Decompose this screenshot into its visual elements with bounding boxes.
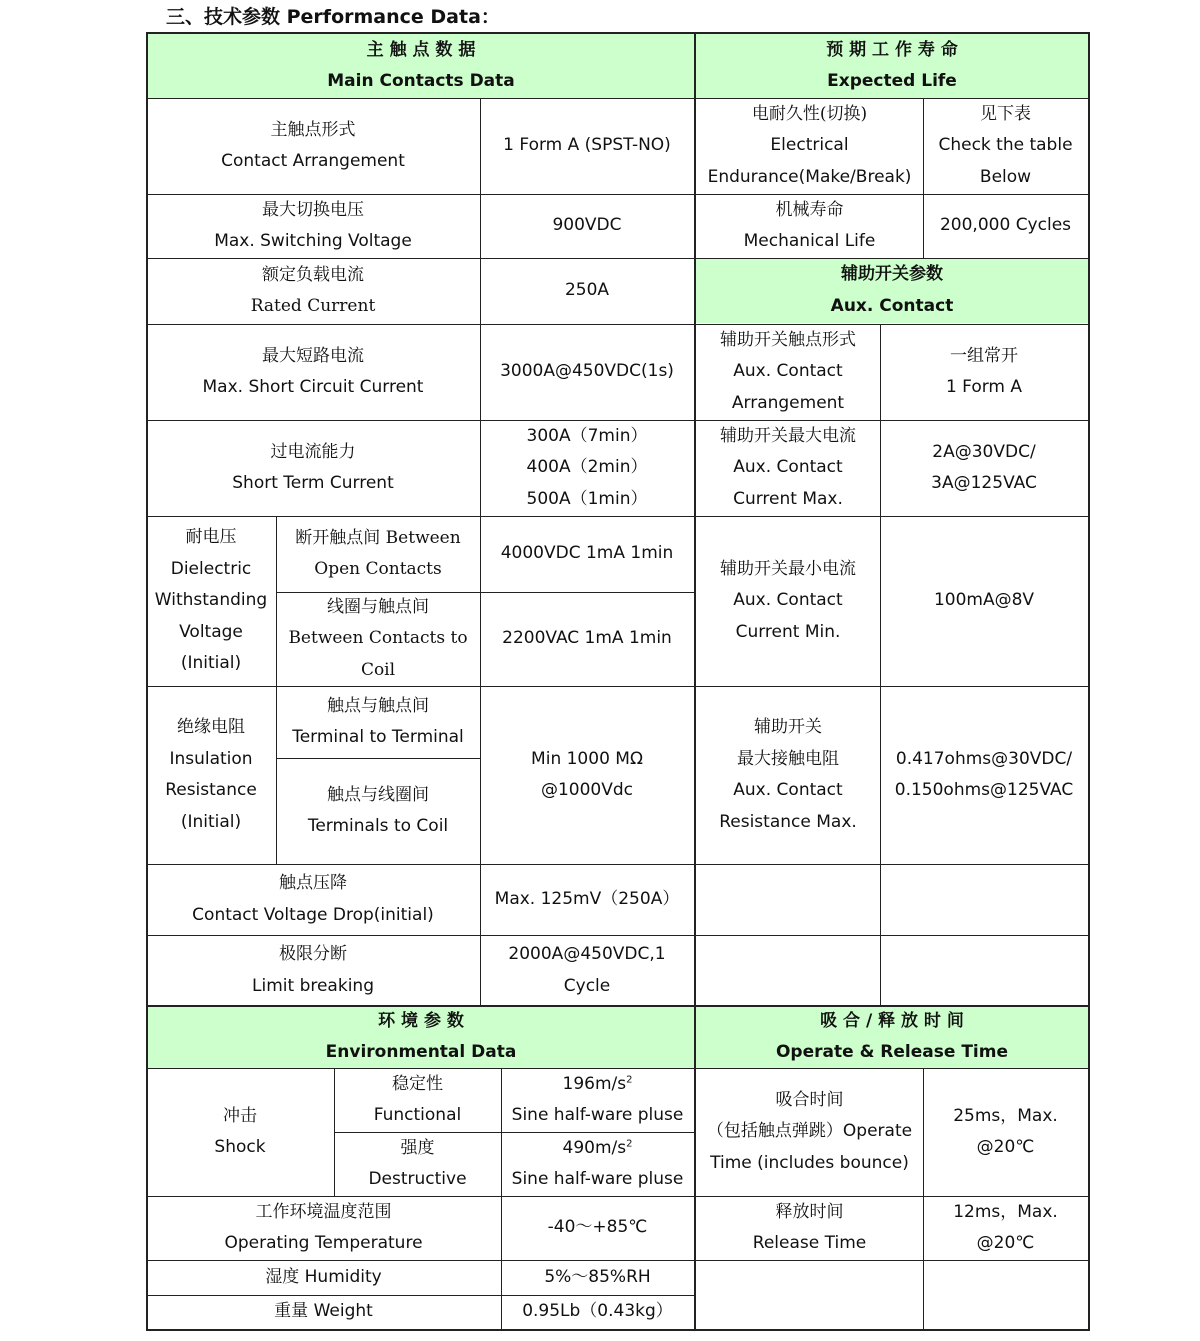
shock-functional-value: $196m/s^2$ Sine half-ware pluse: [511, 1073, 684, 1125]
aux-arrangement-label: 辅助开关触点形式 Aux. Contact Arrangement: [720, 329, 856, 413]
humidity-label: 湿度 Humidity: [265, 1266, 382, 1287]
contact-voltage-drop-label: 触点压降 Contact Voltage Drop(initial): [192, 873, 434, 925]
grid-line: [146, 1068, 1090, 1069]
max-switching-voltage-value: 900VDC: [552, 215, 622, 236]
contact-arrangement-value: 1 Form A (SPST-NO): [503, 135, 671, 156]
max-switching-voltage-label: 最大切换电压 Max. Switching Voltage: [214, 199, 412, 251]
grid-line: [923, 98, 924, 258]
shock-destructive-label: 强度 Destructive: [368, 1137, 467, 1189]
release-time-value: 12ms，Max. @20℃: [953, 1201, 1058, 1253]
grid-line: [146, 864, 695, 865]
aux-current-max-value: 2A@30VDC/ 3A@125VAC: [931, 441, 1037, 493]
performance-data-table: [146, 32, 1090, 1331]
grid-line: [276, 592, 695, 593]
grid-line: [695, 194, 1089, 195]
release-time-label: 释放时间 Release Time: [752, 1201, 867, 1253]
grid-line: [695, 420, 1089, 421]
contact-voltage-drop-value: Max. 125mV（250A）: [494, 888, 680, 909]
grid-line: [695, 935, 1089, 936]
shock-destructive-value: $490m/s^2$ Sine half-ware pluse: [511, 1137, 684, 1189]
grid-line: [276, 758, 480, 759]
grid-line: [146, 686, 695, 687]
grid-line: [695, 686, 1089, 687]
electrical-endurance-value: 见下表 Check the table Below: [938, 103, 1073, 187]
max-short-circuit-current-value: 3000A@450VDC(1s): [500, 361, 674, 382]
grid-line: [146, 1260, 1090, 1261]
shock-functional-label: 稳定性 Functional: [373, 1073, 462, 1125]
dielectric-open-contacts-label: 断开触点间 Between Open Contacts: [295, 527, 461, 579]
grid-line: [146, 258, 695, 259]
grid-line: [923, 1068, 924, 1260]
grid-line: [501, 1068, 502, 1330]
grid-line: [146, 324, 695, 325]
dielectric-label: 耐电压 Dielectric Withstanding Voltage (Initial): [154, 527, 268, 674]
max-short-circuit-current-label: 最大短路电流 Max. Short Circuit Current: [202, 345, 424, 397]
aux-current-min-label: 辅助开关最小电流 Aux. Contact Current Min.: [720, 558, 856, 642]
short-term-current-value: 300A（7min） 400A（2min） 500A（1min）: [526, 425, 648, 509]
insulation-value: Min 1000 MΩ @1000Vdc: [531, 748, 643, 800]
operating-temperature-label: 工作环境温度范围 Operating Temperature: [224, 1201, 423, 1253]
contact-arrangement-label: 主触点形式 Contact Arrangement: [221, 119, 405, 171]
grid-line: [695, 516, 1089, 517]
operate-release-header: 吸 合 / 释 放 时 间 Operate & Release Time: [696, 1006, 1088, 1068]
humidity-value: 5%～85%RH: [544, 1266, 651, 1287]
grid-line: [695, 864, 1089, 865]
grid-line: [146, 98, 695, 99]
grid-line: [146, 1005, 1090, 1007]
table-border-right: [1088, 32, 1090, 1331]
grid-line: [146, 516, 695, 517]
grid-line: [695, 98, 1089, 99]
short-term-current-label: 过电流能力 Short Term Current: [232, 441, 394, 493]
section-heading: 三、技术参数 Performance Data：: [166, 6, 500, 28]
grid-line: [923, 1260, 924, 1330]
environmental-header: 环 境 参 数 Environmental Data: [148, 1006, 694, 1068]
rated-current-value: 250A: [564, 280, 610, 301]
aux-current-min-value: 100mA@8V: [933, 590, 1035, 611]
operate-time-label: 吸合时间 （包括触点弹跳）Operate Time (includes bounce): [706, 1089, 913, 1173]
operating-temperature-value: -40～+85℃: [547, 1217, 648, 1238]
dielectric-contacts-to-coil-label: 线圈与触点间 Between Contacts to Coil: [288, 596, 468, 680]
insulation-terminals-to-coil-label: 触点与线圈间 Terminals to Coil: [307, 784, 449, 836]
electrical-endurance-label: 电耐久性(切换) Electrical Endurance(Make/Break): [707, 103, 912, 187]
aux-contact-header: 辅助开关参数 Aux. Contact: [696, 258, 1088, 323]
grid-line: [334, 1132, 695, 1133]
center-divider: [694, 32, 696, 1331]
grid-line: [334, 1068, 335, 1196]
weight-value: 0.95Lb（0.43kg）: [522, 1301, 673, 1322]
expected-life-header: 预 期 工 作 寿 命 Expected Life: [696, 34, 1088, 98]
table-border-bottom: [146, 1329, 1090, 1331]
shock-label: 冲击 Shock: [214, 1105, 266, 1157]
aux-current-max-label: 辅助开关最大电流 Aux. Contact Current Max.: [720, 425, 856, 509]
grid-line: [695, 324, 1089, 325]
grid-line: [880, 324, 881, 1006]
weight-label: 重量 Weight: [274, 1301, 373, 1322]
insulation-terminal-to-terminal-label: 触点与触点间 Terminal to Terminal: [292, 695, 464, 747]
dielectric-contacts-to-coil-value: 2200VAC 1mA 1min: [502, 628, 672, 649]
mechanical-life-label: 机械寿命 Mechanical Life: [743, 199, 876, 251]
grid-line: [146, 420, 695, 421]
grid-line: [695, 258, 1089, 259]
insulation-label: 绝缘电阻 Insulation Resistance (Initial): [165, 717, 257, 832]
table-border-left: [146, 32, 148, 1331]
aux-resistance-value: 0.417ohms@30VDC/ 0.150ohms@125VAC: [894, 748, 1074, 800]
grid-line: [276, 516, 277, 864]
grid-line: [146, 1295, 695, 1296]
aux-arrangement-value: 一组常开 1 Form A: [945, 345, 1023, 397]
table-border-top: [146, 32, 1090, 34]
mechanical-life-value: 200,000 Cycles: [939, 215, 1072, 236]
main-contacts-header: 主 触 点 数 据 Main Contacts Data: [148, 34, 694, 98]
grid-line: [480, 98, 481, 1006]
aux-resistance-label: 辅助开关 最大接触电阻 Aux. Contact Resistance Max.: [719, 717, 857, 832]
grid-line: [146, 194, 695, 195]
rated-current-label: 额定负载电流 Rated Current: [250, 264, 376, 316]
dielectric-open-contacts-value: 4000VDC 1mA 1min: [500, 543, 674, 564]
limit-breaking-value: 2000A@450VDC,1 Cycle: [508, 944, 666, 996]
grid-line: [146, 1196, 1090, 1197]
grid-line: [146, 935, 695, 936]
operate-time-value: 25ms，Max. @20℃: [953, 1105, 1058, 1157]
limit-breaking-label: 极限分断 Limit breaking: [252, 944, 374, 996]
